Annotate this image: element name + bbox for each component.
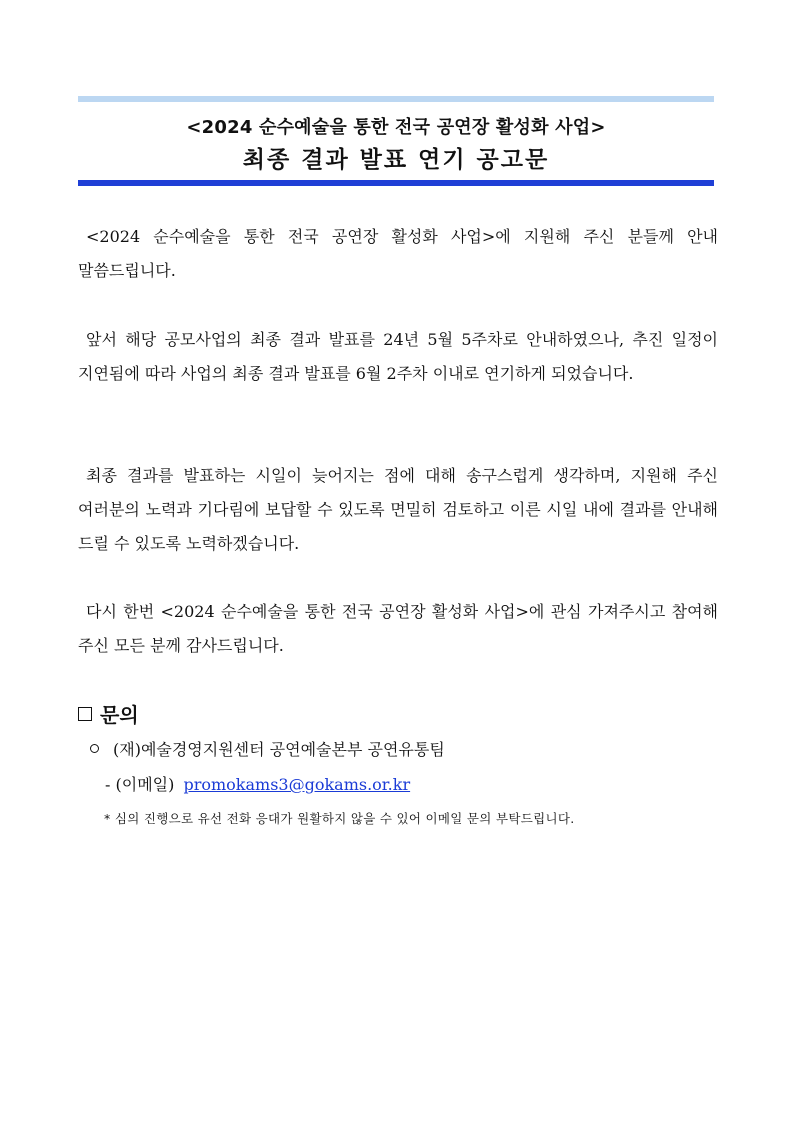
paragraph-thanks: 다시 한번 <2024 순수예술을 통한 전국 공연장 활성화 사업>에 관심 가져주시고 참여해 주신 모든 분께 감사드립니다. [78, 602, 718, 655]
bottom-rule [78, 180, 714, 186]
email-label: - (이메일) [105, 775, 175, 794]
email-link[interactable]: promokams3@gokams.or.kr [183, 775, 411, 794]
square-bullet-icon [78, 707, 92, 721]
circle-bullet-icon [90, 744, 99, 753]
inquiry-organization [90, 737, 445, 760]
top-rule [78, 96, 714, 102]
inquiry-heading-label: 문의 [100, 703, 139, 727]
subtitle: <2024 순수예술을 통한 전국 공연장 활성화 사업> [186, 117, 606, 138]
page-title: 최종 결과 발표 연기 공고문 [242, 147, 550, 173]
inquiry-email-line [105, 772, 410, 795]
inquiry-heading [78, 699, 139, 728]
paragraph-intro: <2024 순수예술을 통한 전국 공연장 활성화 사업>에 지원해 주신 분들께 안내 말씀드립니다. [78, 227, 718, 280]
paragraph-delay-notice: 앞서 해당 공모사업의 최종 결과 발표를 24년 5월 5주차로 안내하였으나, 추진 일정이 지연됨에 따라 사업의 최종 결과 발표를 6월 2주차 이내로 연기하게 되었습니다. [78, 330, 718, 383]
organization-name: (재)예술경영지원센터 공연예술본부 공연유통팀 [113, 740, 445, 759]
paragraph-apology: 최종 결과를 발표하는 시일이 늦어지는 점에 대해 송구스럽게 생각하며, 지원해 주신 여러분의 노력과 기다림에 보답할 수 있도록 면밀히 검토하고 이른 시일 내에 결과를 안내해 드릴 수 있도록 노력하겠습니다. [78, 466, 718, 553]
inquiry-note: * 심의 진행으로 유선 전화 응대가 원활하지 않을 수 있어 이메일 문의 부탁드립니다. [104, 811, 575, 826]
